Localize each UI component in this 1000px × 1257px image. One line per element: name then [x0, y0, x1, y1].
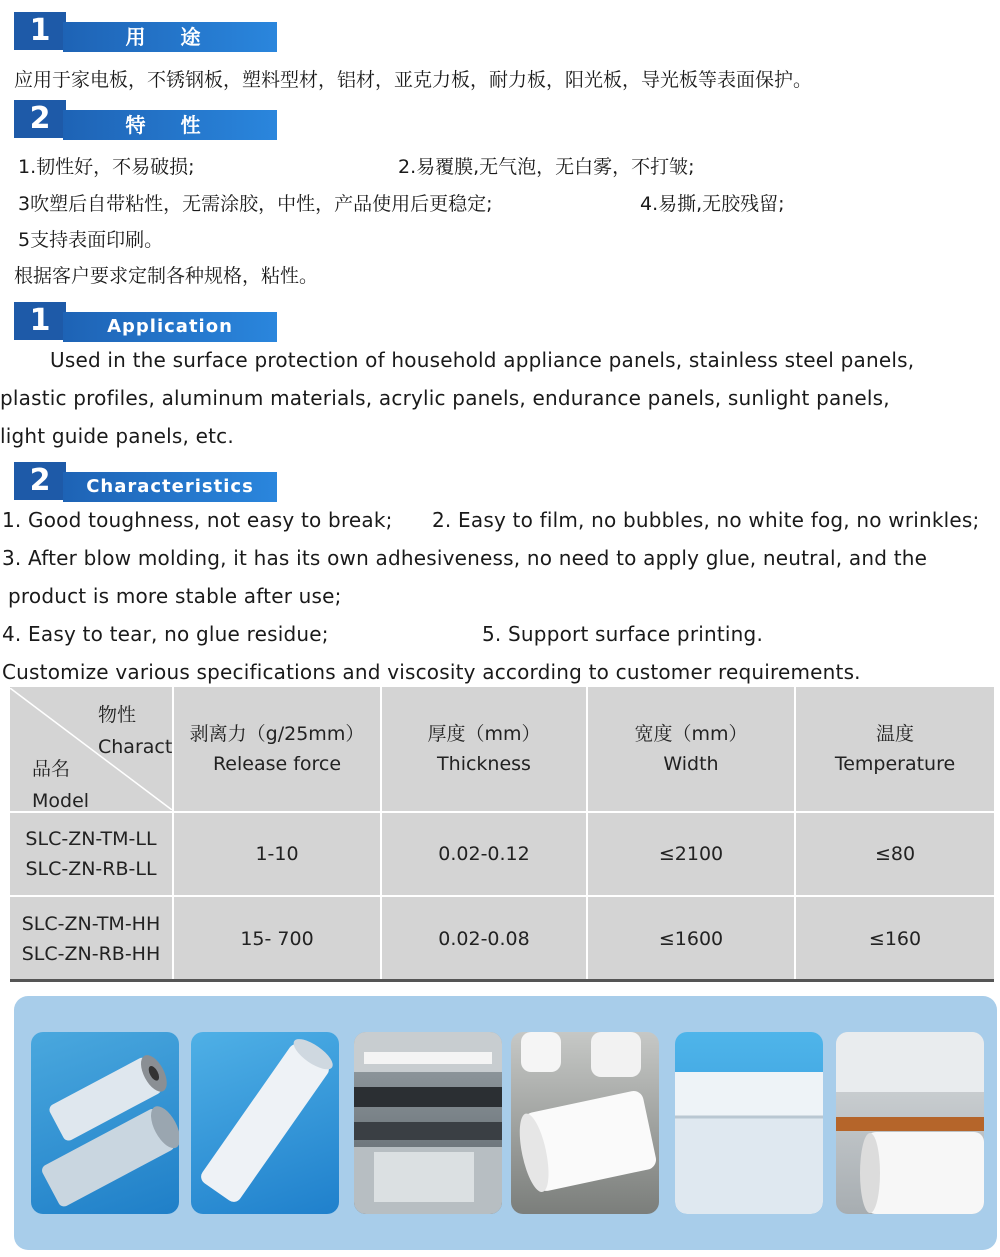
section-title: Application — [63, 312, 277, 342]
corner-name-en: Model — [32, 790, 90, 812]
film-sheet-photo — [675, 1032, 823, 1214]
header-en: Width — [663, 753, 719, 775]
model-cell — [10, 896, 173, 981]
header-temperature — [795, 687, 994, 812]
production-line-photo — [836, 1032, 984, 1214]
header-en: Thickness — [437, 753, 531, 775]
table-corner-cell — [10, 687, 173, 812]
model-name: SLC-ZN-TM-LL — [25, 828, 157, 850]
temperature-cell: ≤80 — [795, 812, 994, 896]
feature-4: 4.易撕,无胶残留; — [640, 193, 785, 215]
usage-text: 应用于家电板，不锈钢板，塑料型材，铝材，亚克力板，耐力板，阳光板，导光板等表面保护。 — [14, 69, 813, 91]
header-zh: 温度 — [875, 723, 914, 745]
characteristic-2: 2. Easy to film, no bubbles, no white fog, no wrinkles; — [432, 508, 980, 532]
header-zh: 厚度（mm） — [427, 723, 541, 745]
characteristic-4: 4. Easy to tear, no glue residue; — [2, 622, 329, 646]
section-title: 用 途 — [63, 22, 277, 52]
film-rolls-photo — [31, 1032, 179, 1214]
section-header-features — [14, 100, 277, 140]
header-en: Release force — [212, 753, 342, 775]
section-number: 2 — [14, 100, 66, 138]
blow-film-machine-photo — [354, 1032, 502, 1214]
header-release-force — [173, 687, 381, 812]
header-en: Temperature — [834, 753, 956, 775]
table-bottom-rule — [10, 979, 994, 982]
thickness-cell: 0.02-0.08 — [381, 896, 587, 981]
model-name: SLC-ZN-TM-HH — [21, 913, 161, 935]
customize-text-zh: 根据客户要求定制各种规格，粘性。 — [14, 265, 319, 287]
header-zh: 宽度（mm） — [634, 723, 748, 745]
corner-property-en: Charact — [98, 736, 173, 758]
feature-3: 3吹塑后自带粘性，无需涂胶，中性，产品使用后更稳定; — [18, 193, 493, 215]
characteristic-5: 5. Support surface printing. — [482, 622, 764, 646]
application-line-3: light guide panels, etc. — [0, 424, 234, 448]
characteristic-1: 1. Good toughness, not easy to break; — [2, 508, 393, 532]
section-header-usage — [14, 12, 277, 52]
section-number: 1 — [14, 302, 66, 340]
section-title: 特 性 — [63, 110, 277, 140]
feature-5: 5支持表面印刷。 — [18, 229, 164, 251]
characteristic-3b: product is more stable after use; — [8, 584, 342, 608]
section-header-application — [14, 302, 277, 342]
release-cell: 15- 700 — [173, 896, 381, 981]
header-thickness — [381, 687, 587, 812]
thickness-cell: 0.02-0.12 — [381, 812, 587, 896]
model-cell — [10, 812, 173, 896]
section-header-characteristics — [14, 462, 277, 502]
table-row — [10, 896, 994, 981]
width-cell: ≤1600 — [587, 896, 795, 981]
corner-name-zh: 品名 — [32, 758, 71, 780]
header-width — [587, 687, 795, 812]
header-zh: 剥离力（g/25mm） — [189, 723, 365, 745]
model-name: SLC-ZN-RB-HH — [21, 943, 161, 965]
model-name: SLC-ZN-RB-LL — [25, 858, 157, 880]
spec-table — [10, 687, 994, 981]
section-number: 1 — [14, 12, 66, 50]
photo-gallery — [14, 996, 997, 1250]
application-line-1: Used in the surface protection of household appliance panels, stainless steel panels, — [50, 348, 915, 372]
release-cell: 1-10 — [173, 812, 381, 896]
application-line-2: plastic profiles, aluminum materials, acrylic panels, endurance panels, sunlight panels, — [0, 386, 890, 410]
section-number: 2 — [14, 462, 66, 500]
table-row — [10, 812, 994, 896]
table-header-row — [10, 687, 994, 812]
single-roll-photo — [191, 1032, 339, 1214]
feature-2: 2.易覆膜,无气泡，无白雾，不打皱; — [398, 156, 695, 178]
customize-text-en: Customize various specifications and viscosity according to customer requirements. — [2, 660, 861, 684]
temperature-cell: ≤160 — [868, 928, 922, 950]
width-cell: ≤2100 — [587, 812, 795, 896]
white-rolls-photo — [511, 1032, 659, 1214]
section-title: Characteristics — [63, 472, 277, 502]
feature-1: 1.韧性好，不易破损; — [18, 156, 195, 178]
corner-property-zh: 物性 — [98, 704, 137, 726]
characteristic-3a: 3. After blow molding, it has its own adhesiveness, no need to apply glue, neutral, and the — [2, 546, 928, 570]
